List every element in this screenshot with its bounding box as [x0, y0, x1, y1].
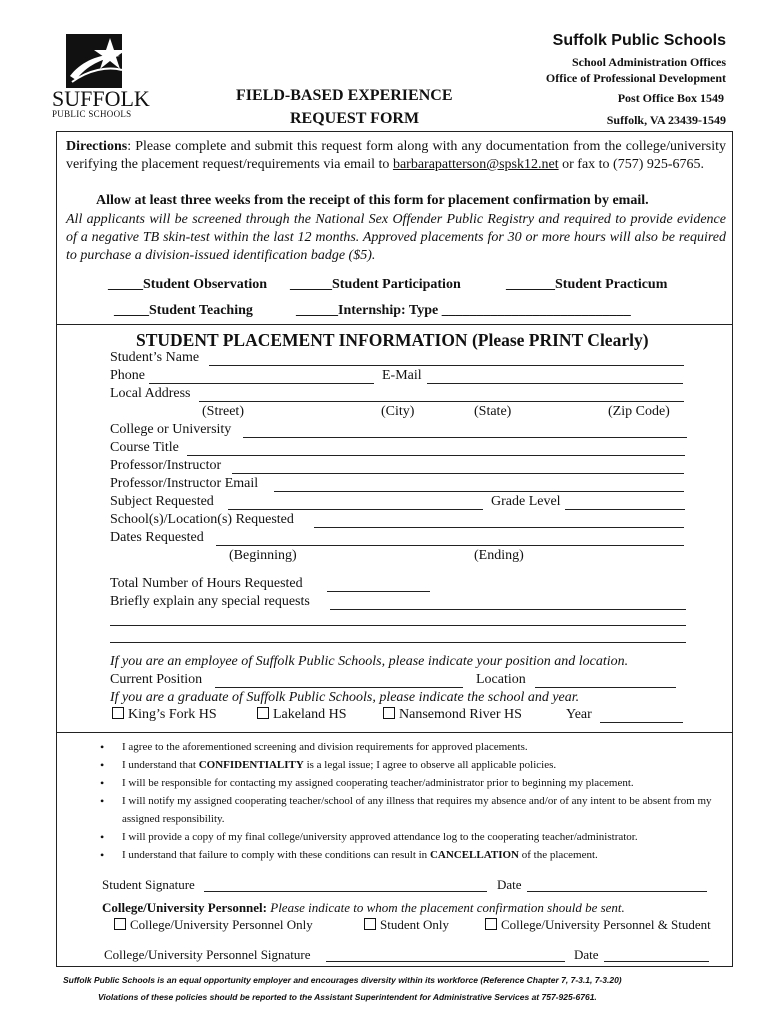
course-input[interactable]: [187, 455, 685, 456]
org-name: Suffolk Public Schools: [552, 32, 726, 49]
agreement-text: I agree to the aforementioned screening and division requirements for approved placements.: [122, 741, 528, 753]
student-date-input[interactable]: [527, 891, 707, 892]
placement-heading: STUDENT PLACEMENT INFORMATION (Please PRINT Clearly): [136, 330, 649, 350]
footer-eeo: Suffolk Public Schools is an equal opportunity employer and encourages diversity within its workforce (Reference Chapter 7, 7-3.1, 7-3.20): [63, 975, 622, 985]
school-kings-fork-option[interactable]: [112, 707, 217, 723]
directions-label: Directions: [66, 139, 128, 154]
student-signature-input[interactable]: [204, 891, 487, 892]
student-name-input[interactable]: [209, 365, 684, 366]
confirm-personnel-only-option[interactable]: [114, 917, 313, 933]
screening-note: All applicants will be screened through the National Sex Offender Public Registry and required to provide evidence of a negative TB skin-test within the last 12 months. Approved placements for 30 or more hours will also be required to purchase a division-issued identification badge ($5).: [66, 212, 726, 263]
divider-types: [56, 324, 732, 325]
student-name-label: Student’s Name: [110, 350, 200, 365]
special-requests-label: Briefly explain any special requests: [110, 594, 310, 609]
confirm-both-label: College/University Personnel & Student: [501, 917, 711, 932]
dates-input[interactable]: [216, 545, 684, 546]
agreement-item: [100, 774, 720, 792]
location-input[interactable]: [535, 687, 676, 688]
agreement-bold: CANCELLATION: [429, 849, 519, 861]
grade-input[interactable]: [565, 509, 685, 510]
agreement-text: of the placement.: [518, 849, 598, 861]
type-observation[interactable]: _____Student Observation: [108, 277, 268, 292]
personnel-signature-input[interactable]: [326, 961, 565, 962]
divider-agreements: [56, 732, 732, 733]
agreement-item: [100, 792, 720, 828]
professor-input[interactable]: [232, 473, 684, 474]
email-input[interactable]: [427, 383, 683, 384]
confirm-student-only-option[interactable]: [364, 917, 449, 933]
checkbox-icon[interactable]: [257, 707, 269, 719]
agreement-text: I understand that: [122, 759, 199, 771]
student-signature-label: Student Signature: [102, 877, 195, 892]
city-caption: (City): [381, 404, 415, 419]
college-input[interactable]: [243, 437, 687, 438]
confirm-student-only-label: Student Only: [380, 917, 449, 932]
school-lakeland-option[interactable]: [257, 707, 346, 723]
total-hours-label: Total Number of Hours Requested: [110, 576, 303, 591]
agreement-item: [100, 738, 720, 756]
local-address-label: Local Address: [110, 386, 191, 401]
professor-label: Professor/Instructor: [110, 458, 222, 473]
location-label: Location: [476, 672, 526, 687]
logo-name: SUFFOLK: [52, 86, 150, 111]
school-kings-fork-label: King’s Fork HS: [128, 707, 217, 722]
subject-label: Subject Requested: [110, 494, 214, 509]
agreement-item: [100, 828, 720, 846]
current-position-input[interactable]: [215, 687, 463, 688]
professor-email-label: Professor/Instructor Email: [110, 476, 259, 491]
type-internship[interactable]: ______Internship: Type ___________________________: [296, 303, 631, 318]
checkbox-icon[interactable]: [114, 918, 126, 930]
checkbox-icon[interactable]: [112, 707, 124, 719]
form-title-line1: FIELD-BASED EXPERIENCE: [236, 87, 453, 104]
personnel-note: Please indicate to whom the placement confirmation should be sent.: [270, 900, 625, 915]
org-line4: Suffolk, VA 23439-1549: [606, 113, 726, 127]
email-label: E-Mail: [382, 368, 422, 383]
agreement-text: is a legal issue; I agree to observe all applicable policies.: [303, 759, 557, 771]
personnel-date-label: Date: [574, 947, 599, 962]
agreement-text: I will provide a copy of my final college/university approved attendance log to the cooperating teacher/administrator.: [122, 831, 638, 843]
ending-caption: (Ending): [474, 548, 524, 563]
type-practicum[interactable]: _______Student Practicum: [506, 277, 668, 292]
agreement-text: I will notify my assigned cooperating teacher/school of any illness that requires my absence and/or of any intent to be absent from my assigned responsibility.: [122, 795, 712, 825]
checkbox-icon[interactable]: [383, 707, 395, 719]
current-position-label: Current Position: [110, 672, 203, 687]
employee-note: If you are an employee of Suffolk Public Schools, please indicate your position and location.: [110, 654, 629, 669]
personnel-signature-label: College/University Personnel Signature: [104, 947, 311, 962]
form-title-line2: REQUEST FORM: [290, 110, 420, 127]
total-hours-input[interactable]: [327, 591, 430, 592]
footer-violations: Violations of these policies should be reported to the Assistant Superintendent for Administrative Services at 757-925-6761.: [98, 992, 597, 1002]
schools-input[interactable]: [314, 527, 684, 528]
graduate-note: If you are a graduate of Suffolk Public Schools, please indicate the school and year.: [110, 690, 580, 705]
agreement-list: [100, 738, 720, 864]
student-date-label: Date: [497, 877, 522, 892]
year-input[interactable]: [600, 722, 683, 723]
state-caption: (State): [474, 404, 512, 419]
school-lakeland-label: Lakeland HS: [273, 707, 347, 722]
street-caption: (Street): [202, 404, 244, 419]
type-participation[interactable]: ______Student Participation: [290, 277, 461, 292]
agreement-bold: CONFIDENTIALITY: [198, 759, 304, 771]
local-address-input[interactable]: [199, 401, 684, 402]
school-nansemond-option[interactable]: [383, 707, 522, 723]
directions-block: [66, 138, 726, 174]
agreement-text: I will be responsible for contacting my assigned cooperating teacher/administrator prior to beginning my placement.: [122, 777, 634, 789]
agreement-text: I understand that failure to comply with these conditions can result in: [122, 849, 430, 861]
special-requests-input[interactable]: [330, 609, 686, 610]
directions-text1: : Please complete and submit this request form along with any documentation from the college/university verifying the placement request/requirements via email to: [66, 139, 726, 172]
personnel-label: College/University Personnel:: [102, 900, 267, 915]
agreement-item: [100, 756, 720, 774]
personnel-instruction: [102, 900, 625, 916]
schools-label: School(s)/Location(s) Requested: [110, 512, 294, 527]
confirm-personnel-only-label: College/University Personnel Only: [130, 917, 313, 932]
logo-sub: PUBLIC SCHOOLS: [52, 109, 132, 119]
directions-text2: or fax to (757) 925-6765.: [558, 157, 705, 172]
district-logo: [52, 30, 150, 120]
course-label: Course Title: [110, 440, 179, 455]
beginning-caption: (Beginning): [229, 548, 297, 563]
professor-email-input[interactable]: [274, 491, 684, 492]
three-weeks-note: Allow at least three weeks from the receipt of this form for placement confirmation by email.: [96, 193, 649, 208]
special-requests-line2[interactable]: [110, 625, 686, 626]
phone-input[interactable]: [149, 383, 374, 384]
personnel-date-input[interactable]: [604, 961, 709, 962]
org-line2: Office of Professional Development: [545, 71, 726, 85]
directions-email-link[interactable]: barbarapatterson@spsk12.net: [392, 157, 559, 172]
checkbox-icon[interactable]: [364, 918, 376, 930]
star-swoosh-icon: [52, 30, 144, 92]
year-label: Year: [566, 707, 592, 722]
checkbox-icon[interactable]: [485, 918, 497, 930]
college-label: College or University: [110, 422, 232, 437]
confirm-both-option[interactable]: [485, 917, 711, 933]
zip-caption: (Zip Code): [608, 404, 670, 419]
phone-label: Phone: [110, 368, 145, 383]
special-requests-line3[interactable]: [110, 642, 686, 643]
agreement-item: [100, 846, 720, 864]
org-line3: Post Office Box 1549: [617, 91, 724, 105]
type-teaching[interactable]: _____Student Teaching: [114, 303, 253, 318]
grade-label: Grade Level: [491, 494, 561, 509]
org-line1: School Administration Offices: [571, 55, 726, 69]
school-nansemond-label: Nansemond River HS: [399, 707, 522, 722]
dates-label: Dates Requested: [110, 530, 204, 545]
subject-input[interactable]: [228, 509, 483, 510]
